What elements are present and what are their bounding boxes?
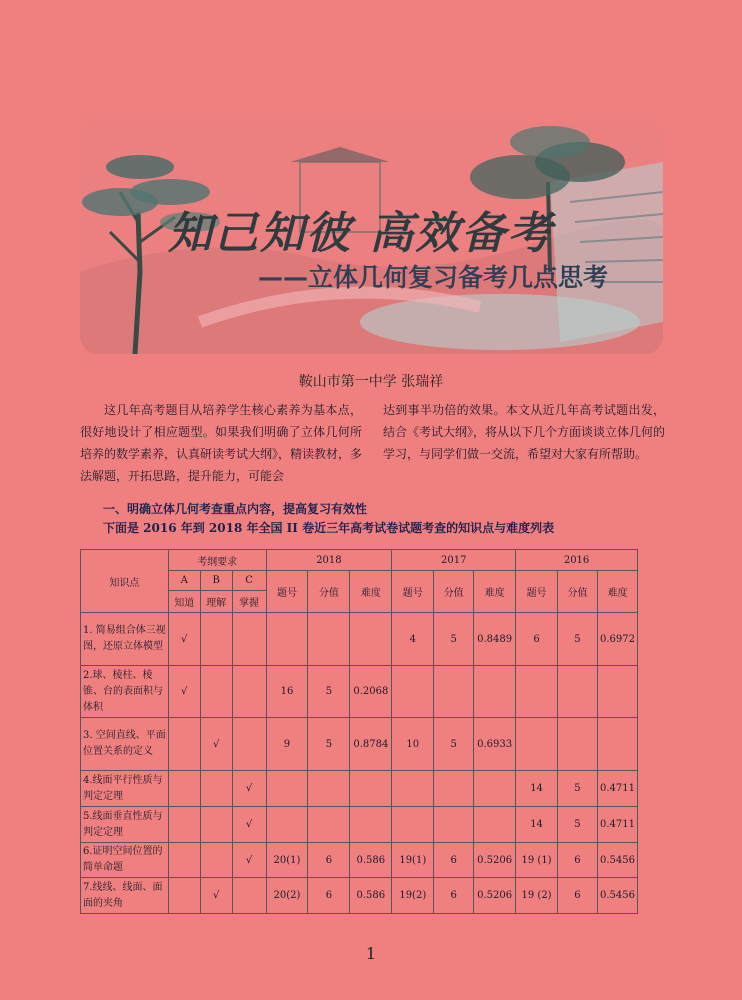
data-cell (266, 613, 308, 666)
section-heading: 一、明确立体几何考查重点内容，提高复习有效性 (103, 502, 368, 516)
check-cell (232, 613, 266, 666)
check-cell: √ (168, 666, 200, 718)
data-cell: 6 (308, 878, 350, 914)
data-cell (266, 771, 308, 807)
data-cell (392, 771, 434, 807)
knowledge-point: 7.线线、线面、面面的夹角 (81, 878, 169, 914)
sub-header-question: 题号 (516, 571, 558, 613)
data-cell: 0.6972 (597, 613, 637, 666)
data-cell (350, 613, 392, 666)
check-cell (168, 878, 200, 914)
data-cell: 5 (308, 666, 350, 718)
check-cell (200, 666, 232, 718)
knowledge-point: 2.球、棱柱、棱锥、台的表面积与体积 (81, 666, 169, 718)
data-cell: 20(2) (266, 878, 308, 914)
check-cell: √ (200, 718, 232, 771)
author-line: 鞍山市第一中学 张瑞祥 (298, 374, 444, 390)
data-cell: 0.586 (350, 878, 392, 914)
data-cell (266, 807, 308, 843)
data-cell: 19(1) (392, 843, 434, 878)
data-cell: 5 (434, 613, 474, 666)
data-cell (350, 771, 392, 807)
data-cell: 0.8489 (474, 613, 516, 666)
data-cell: 10 (392, 718, 434, 771)
table-row (81, 771, 638, 807)
knowledge-table (80, 549, 638, 914)
data-cell (434, 666, 474, 718)
check-cell (232, 666, 266, 718)
header-requirement: 考纲要求 (168, 550, 266, 571)
data-cell: 0.4711 (597, 771, 637, 807)
data-cell (597, 718, 637, 771)
table-row (81, 807, 638, 843)
table-row (81, 718, 638, 771)
sub-header-difficulty: 难度 (350, 571, 392, 613)
data-cell: 4 (392, 613, 434, 666)
check-cell (168, 771, 200, 807)
sub-header-difficulty: 难度 (597, 571, 637, 613)
data-cell: 20(1) (266, 843, 308, 878)
data-cell: 6 (434, 843, 474, 878)
table-row (81, 613, 638, 666)
page-number: 1 (365, 944, 377, 963)
data-cell: 19(2) (392, 878, 434, 914)
data-cell (308, 613, 350, 666)
data-cell: 6 (516, 613, 558, 666)
data-cell (392, 666, 434, 718)
data-cell (474, 771, 516, 807)
sub-header-question: 题号 (392, 571, 434, 613)
data-cell (597, 666, 637, 718)
data-cell: 16 (266, 666, 308, 718)
sub-header-question: 题号 (266, 571, 308, 613)
check-cell (232, 718, 266, 771)
check-cell: √ (232, 807, 266, 843)
data-cell: 0.5456 (597, 843, 637, 878)
check-cell (200, 843, 232, 878)
sub-header-score: 分值 (308, 571, 350, 613)
intro-paragraph-col2: 达到事半功倍的效果。本文从近几年高考试题出发，结合《考试大纲》，将从以下几个方面谈谈立体几何的学习，与同学们做一交流，希望对大家有所帮助。 (383, 403, 666, 461)
knowledge-point: 6.证明空间位置的简单命题 (81, 843, 169, 878)
level-b: B (200, 571, 232, 591)
data-cell: 5 (558, 807, 598, 843)
data-cell (474, 666, 516, 718)
data-cell: 5 (434, 718, 474, 771)
level-name-understand: 理解 (200, 591, 232, 613)
header-year-2018: 2018 (266, 550, 392, 571)
data-cell (308, 807, 350, 843)
level-a: A (168, 571, 200, 591)
data-cell: 0.5456 (597, 878, 637, 914)
table-caption: 下面是 2016 年到 2018 年全国 II 卷近三年高考试卷试题考查的知识点与难度列表 (103, 521, 555, 535)
data-cell (308, 771, 350, 807)
intro-paragraph-col1: 这几年高考题目从培养学生核心素养为基本点，很好地设计了相应题型。如果我们明确了立体几何所培养的数学素养，认真研读考试大纲》，精读教材，多法解题，开拓思路，提升能力，可能会 (80, 403, 363, 483)
check-cell (200, 771, 232, 807)
data-cell: 6 (308, 843, 350, 878)
article-subtitle: ——立体几何复习备考几点思考 (258, 263, 609, 292)
knowledge-point: 1. 简易组合体三视图，还原立体模型 (81, 613, 169, 666)
data-cell: 14 (516, 771, 558, 807)
data-cell (474, 807, 516, 843)
check-cell: √ (200, 878, 232, 914)
table-row (81, 666, 638, 718)
data-cell: 0.2068 (350, 666, 392, 718)
article-title: 知己知彼 高效备考 (168, 208, 554, 259)
data-cell (516, 666, 558, 718)
sub-header-score: 分值 (434, 571, 474, 613)
check-cell (168, 843, 200, 878)
data-cell: 5 (308, 718, 350, 771)
knowledge-point: 4.线面平行性质与判定定理 (81, 771, 169, 807)
data-cell (350, 807, 392, 843)
data-cell: 9 (266, 718, 308, 771)
check-cell: √ (232, 771, 266, 807)
table-row (81, 843, 638, 878)
data-cell: 6 (434, 878, 474, 914)
data-cell: 5 (558, 771, 598, 807)
knowledge-point: 5.线面垂直性质与判定定理 (81, 807, 169, 843)
sub-header-difficulty: 难度 (474, 571, 516, 613)
data-cell: 0.586 (350, 843, 392, 878)
header-knowledge: 知识点 (81, 550, 169, 613)
table-row (81, 878, 638, 914)
data-cell: 14 (516, 807, 558, 843)
check-cell (200, 613, 232, 666)
data-cell: 6 (558, 878, 598, 914)
data-cell: 19 (1) (516, 843, 558, 878)
header-year-2017: 2017 (392, 550, 516, 571)
data-cell: 0.6933 (474, 718, 516, 771)
data-cell: 0.5206 (474, 843, 516, 878)
data-cell: 0.4711 (597, 807, 637, 843)
check-cell (200, 807, 232, 843)
data-cell (434, 807, 474, 843)
data-cell (434, 771, 474, 807)
data-cell (558, 666, 598, 718)
data-cell: 6 (558, 843, 598, 878)
level-name-know: 知道 (168, 591, 200, 613)
header-year-2016: 2016 (516, 550, 638, 571)
knowledge-point: 3. 空间直线、平面位置关系的定义 (81, 718, 169, 771)
check-cell: √ (168, 613, 200, 666)
data-cell: 19 (2) (516, 878, 558, 914)
check-cell (232, 878, 266, 914)
data-cell: 0.5206 (474, 878, 516, 914)
check-cell: √ (232, 843, 266, 878)
data-cell (392, 807, 434, 843)
data-cell (516, 718, 558, 771)
check-cell (168, 807, 200, 843)
data-cell (558, 718, 598, 771)
data-cell: 5 (558, 613, 598, 666)
level-c: C (232, 571, 266, 591)
level-name-master: 掌握 (232, 591, 266, 613)
check-cell (168, 718, 200, 771)
sub-header-score: 分值 (558, 571, 598, 613)
data-cell: 0.8784 (350, 718, 392, 771)
